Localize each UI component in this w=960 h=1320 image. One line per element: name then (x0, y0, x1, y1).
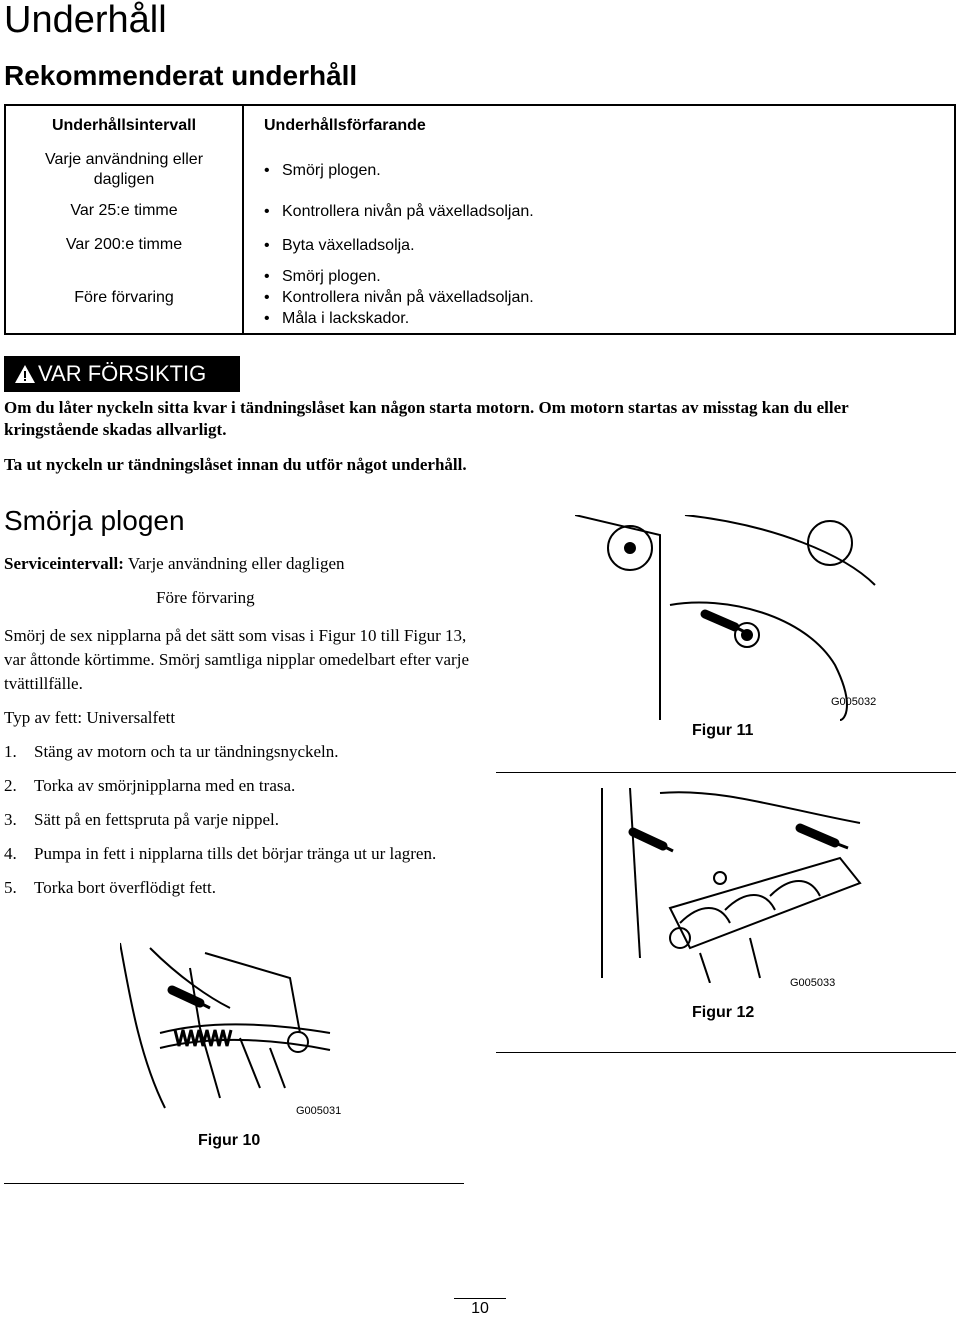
figure-11-illustration (575, 515, 885, 725)
interval-cell: Varje användning eller dagligen (5, 146, 243, 194)
procedure-cell (243, 262, 955, 334)
figure-12-code: G005033 (790, 977, 836, 989)
figure-10-label: Figur 10 (198, 1132, 261, 1149)
figure-10-illustration (120, 938, 350, 1113)
header-interval: Underhållsintervall (5, 105, 243, 146)
list-item: • Kontrollera nivån på växelladsoljan. (264, 287, 954, 308)
service-label: Serviceintervall: (4, 554, 124, 573)
list-item: • Byta växelladsolja. (264, 235, 954, 256)
table-row (5, 194, 955, 228)
figure-12-rule (496, 1052, 956, 1053)
list-item: • Smörj plogen. (264, 160, 954, 181)
list-item: 4. Pumpa in fett i nipplarna tills det börjar tränga ut ur lagren. (4, 844, 437, 863)
maintenance-table (4, 104, 956, 335)
service-interval (4, 552, 345, 576)
service-value: Varje användning eller dagligen (127, 554, 345, 573)
figure-12-label: Figur 12 (692, 1004, 755, 1021)
warning-text: Om du låter nyckeln sitta kvar i tändningslåset kan någon starta motorn. Om motorn startas av misstag kan du eller kringstående skadas allvarligt. (4, 398, 849, 439)
procedure-cell (243, 146, 955, 194)
service-value-2: Före förvaring (156, 588, 255, 607)
list-item: • Kontrollera nivån på växelladsoljan. (264, 201, 954, 222)
table-row (5, 228, 955, 262)
lube-intro: Smörj de sex nipplarna på det sätt som visas i Figur 10 till Figur 13, var åttonde körtimme. Smörj samtliga nipplar omedelbart efter varje tvättillfälle. (4, 626, 469, 693)
list-item: • Smörj plogen. (264, 266, 954, 287)
page-number-rule (454, 1298, 506, 1299)
figure-12-illustration (600, 788, 880, 983)
lube-title: Smörja plogen (4, 505, 185, 536)
warning-text-key: Ta ut nyckeln ur tändningslåset innan du utför något underhåll. (4, 455, 467, 474)
header-procedure: Underhållsförfarande (264, 117, 426, 134)
lube-steps (4, 740, 454, 910)
list-item: 3. Sätt på en fettspruta på varje nippel. (4, 810, 279, 829)
interval-cell: Var 200:e timme (5, 228, 243, 262)
figure-10-code: G005031 (296, 1105, 342, 1117)
warning-triangle-icon (12, 356, 38, 392)
interval-cell: Var 25:e timme (5, 194, 243, 228)
list-item: 1. Stäng av motorn och ta ur tändningsnyckeln. (4, 742, 339, 761)
page-title: Underhåll (4, 0, 167, 41)
caution-banner (4, 356, 240, 392)
interval-cell: Före förvaring (5, 262, 243, 334)
grease-type: Typ av fett: Universalfett (4, 708, 176, 727)
caution-label: VAR FÖRSIKTIG (38, 361, 207, 386)
figure-10-rule (4, 1183, 464, 1184)
figure-11-code: G005032 (831, 696, 877, 708)
list-item: 2. Torka av smörjnipplarna med en trasa. (4, 776, 296, 795)
figure-11-rule (496, 772, 956, 773)
page-number: 10 (471, 1300, 489, 1317)
procedure-cell (243, 228, 955, 262)
section-title: Rekommenderat underhåll (4, 60, 358, 91)
table-row (5, 146, 955, 194)
procedure-cell (243, 194, 955, 228)
figure-11-label: Figur 11 (692, 722, 754, 739)
table-row (5, 262, 955, 334)
table-header-row (5, 105, 955, 146)
list-item: • Måla i lackskador. (264, 308, 954, 329)
list-item: 5. Torka bort överflödigt fett. (4, 878, 216, 897)
